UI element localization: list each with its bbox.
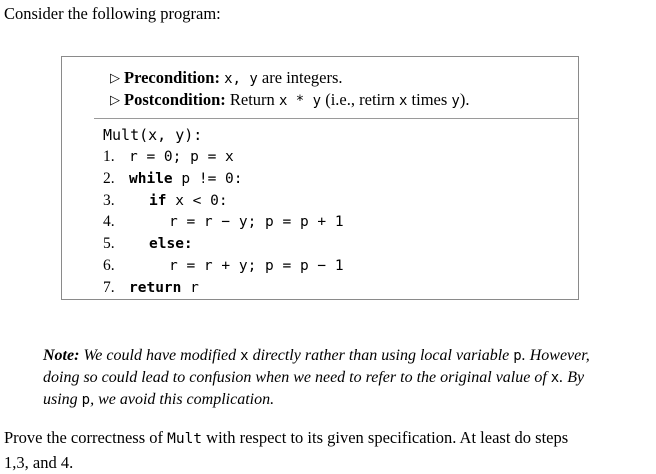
postcondition-expr: x * y	[278, 93, 322, 109]
line-number: 7.	[103, 278, 115, 296]
line-number: 4.	[103, 213, 115, 231]
instruction-text: with respect to its given specification. At least do steps	[202, 428, 569, 447]
code-line	[103, 170, 243, 192]
code-line	[103, 192, 228, 214]
precondition-vars: x, y	[224, 71, 258, 87]
note-text: directly rather than using local variable	[248, 347, 514, 364]
function-signature: Mult(x, y):	[103, 126, 203, 144]
postcondition-var-x: x	[398, 93, 408, 109]
postcondition-line	[110, 90, 469, 110]
postcondition-text: Return	[225, 90, 279, 109]
code-line	[103, 213, 344, 235]
note-var: p	[81, 392, 91, 408]
code-line	[103, 148, 234, 170]
code-statement	[129, 258, 344, 274]
precondition-rest: are integers.	[257, 68, 343, 87]
note-text: doing so could lead to confusion when we need to refer to the original value of	[43, 369, 551, 386]
instruction-text: 1,3, and 4.	[4, 453, 74, 472]
note-var: x	[240, 348, 249, 364]
triangle-icon: ▷	[110, 71, 120, 86]
line-number: 6.	[103, 257, 115, 274]
note-label: Note:	[43, 347, 80, 364]
line-number: 1.	[103, 148, 115, 165]
divider	[94, 118, 578, 119]
note-var: x	[550, 370, 560, 386]
postcondition-text: ).	[459, 90, 470, 109]
note-text: . By	[559, 369, 585, 386]
line-number: 3.	[103, 191, 115, 209]
code-statement	[129, 236, 193, 252]
code-line	[103, 257, 344, 279]
code-keyword: if	[149, 192, 167, 209]
code-keyword: while	[129, 170, 173, 187]
code-keyword: return	[129, 279, 182, 296]
algorithm-box	[61, 56, 579, 300]
intro-text: Consider the following program:	[4, 4, 221, 23]
function-name: Mult	[167, 431, 203, 447]
precondition-line	[110, 68, 343, 88]
instruction-paragraph	[4, 426, 654, 474]
note-paragraph	[43, 345, 643, 411]
note-text: using	[43, 391, 82, 408]
code-line	[103, 235, 193, 257]
note-var: p	[513, 348, 522, 364]
note-text: We could have modified	[79, 347, 241, 364]
code-text: p != 0:	[172, 170, 243, 187]
note-text: , we avoid this complication.	[90, 391, 275, 408]
postcondition-label: Postcondition:	[124, 90, 226, 109]
code-text: x < 0:	[166, 192, 228, 209]
postcondition-text: (i.e., retirn	[321, 90, 399, 109]
line-number: 5.	[103, 235, 115, 253]
code-statement	[129, 171, 243, 187]
code-line	[103, 279, 199, 301]
code-statement	[129, 280, 199, 296]
note-text: . However,	[521, 347, 590, 364]
instruction-text: Prove the correctness of	[4, 428, 168, 447]
code-text: r = r + y; p = p − 1	[169, 258, 344, 274]
precondition-label: Precondition:	[124, 68, 220, 87]
code-text: r = r − y; p = p + 1	[169, 214, 344, 231]
triangle-icon: ▷	[110, 93, 120, 108]
code-statement	[129, 193, 228, 209]
code-text: r	[181, 279, 199, 296]
line-number: 2.	[103, 169, 115, 187]
postcondition-text: times	[407, 90, 452, 109]
code-keyword: else:	[149, 236, 193, 253]
code-statement	[129, 149, 234, 165]
postcondition-var-y: y	[451, 93, 460, 109]
code-text: r = 0; p = x	[129, 149, 234, 165]
code-statement	[129, 214, 344, 230]
